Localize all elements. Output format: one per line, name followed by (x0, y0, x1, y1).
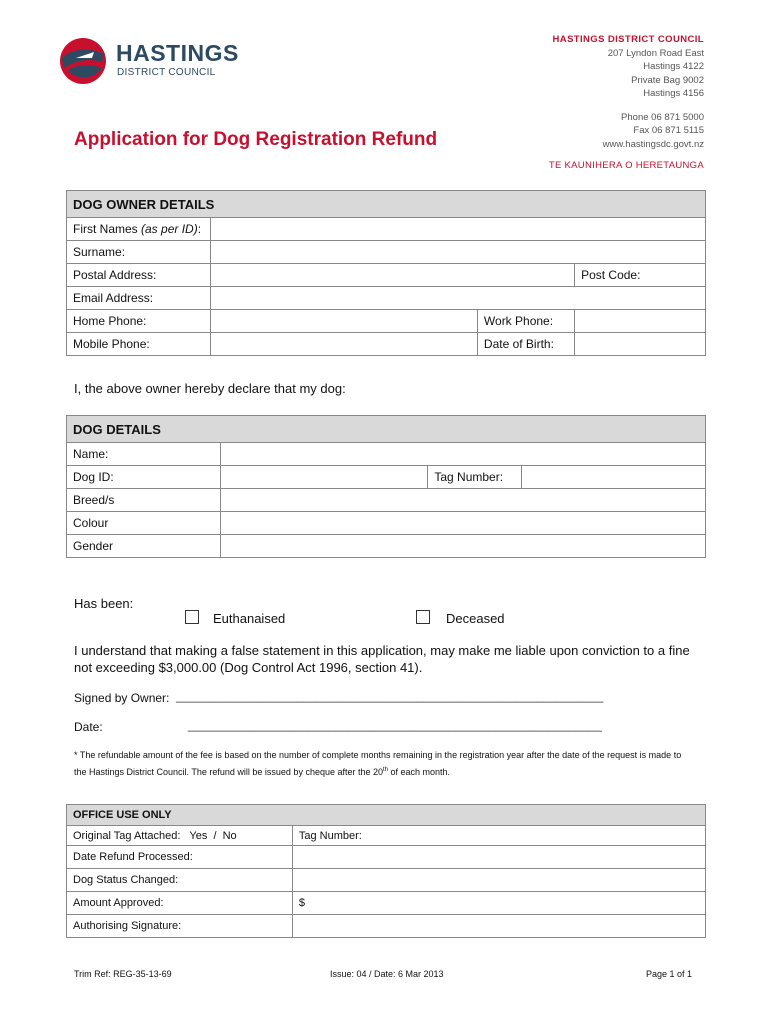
address-line-city: Hastings 4122 (643, 61, 704, 72)
address-line-council: HASTINGS DISTRICT COUNCIL (552, 34, 704, 45)
work-phone-label: Work Phone: (477, 310, 574, 333)
postal-field[interactable] (210, 264, 574, 287)
first-names-field[interactable] (210, 218, 705, 241)
website: www.hastingsdc.govt.nz (602, 138, 704, 150)
first-names-label: First Names (as per ID): (67, 218, 211, 241)
logo-subtitle: DISTRICT COUNCIL (117, 67, 216, 78)
dog-heading: DOG DETAILS (67, 416, 706, 443)
dog-details-table (66, 415, 706, 558)
fax: Fax 06 871 5115 (633, 125, 704, 136)
address-line-postal: Hastings 4156 (643, 88, 704, 99)
tag-number-field[interactable] (522, 466, 706, 489)
address-line-bag: Private Bag 9002 (631, 74, 704, 86)
office-use-table (66, 804, 706, 938)
mobile-phone-field[interactable] (210, 333, 477, 356)
home-phone-field[interactable] (210, 310, 477, 333)
auth-signature-field[interactable] (292, 915, 705, 938)
deceased-checkbox[interactable] (416, 610, 430, 624)
postal-label: Postal Address: (67, 264, 211, 287)
date-refund-field[interactable] (292, 846, 705, 869)
address-line-street: 207 Lyndon Road East (607, 47, 704, 59)
auth-signature-label: Authorising Signature: (67, 915, 293, 938)
orig-tag-field[interactable]: Original Tag Attached: Yes / No (67, 826, 293, 846)
surname-field[interactable] (210, 241, 705, 264)
owner-details-table (66, 190, 706, 356)
dog-id-label: Dog ID: (67, 466, 221, 489)
page-number: Page 1 of 1 (646, 969, 693, 979)
declaration: I, the above owner hereby declare that my dog: (74, 381, 346, 396)
logo-name: HASTINGS (116, 40, 239, 66)
dog-id-field[interactable] (220, 466, 428, 489)
euthanaised-checkbox[interactable] (185, 610, 199, 624)
date-refund-label: Date Refund Processed: (67, 846, 293, 869)
home-phone-label: Home Phone: (67, 310, 211, 333)
has-been-label: Has been: (74, 596, 134, 611)
signature-line[interactable]: ________________________________________________________________ (176, 689, 604, 703)
colour-label: Colour (67, 512, 221, 535)
deceased-label: Deceased (446, 611, 505, 626)
office-tag-number-field[interactable]: Tag Number: (292, 826, 705, 846)
surname-label: Surname: (67, 241, 211, 264)
status-changed-field[interactable] (292, 869, 705, 892)
post-code-field[interactable]: Post Code: (575, 264, 706, 287)
work-phone-field[interactable] (575, 310, 706, 333)
office-heading: OFFICE USE ONLY (67, 805, 706, 826)
status-changed-label: Dog Status Changed: (67, 869, 293, 892)
dob-field[interactable] (575, 333, 706, 356)
date-line[interactable]: ______________________________________________________________ (188, 718, 602, 732)
maori-name: TE KAUNIHERA O HERETAUNGA (548, 160, 704, 171)
euthanaised-label: Euthanaised (213, 611, 286, 626)
signed-label: Signed by Owner: (74, 691, 170, 705)
gender-field[interactable] (220, 535, 705, 558)
email-field[interactable] (210, 287, 705, 310)
colour-field[interactable] (220, 512, 705, 535)
email-label: Email Address: (67, 287, 211, 310)
amount-approved-label: Amount Approved: (67, 892, 293, 915)
footnote: * The refundable amount of the fee is based on the number of complete months remaining in the registration year after the date of the request is made to the Hastings District Council. The refund will be issued by cheque after the 20th of each month. (74, 750, 682, 777)
dog-name-label: Name: (67, 443, 221, 466)
mobile-phone-label: Mobile Phone: (67, 333, 211, 356)
dog-name-field[interactable] (220, 443, 705, 466)
false-statement-notice: I understand that making a false statement in this application, may make me liable upon conviction to a fine not exceeding $3,000.00 (Dog Control Act 1996, section 41). (74, 643, 690, 675)
page-title: Application for Dog Registration Refund (74, 129, 438, 150)
issue-date: Issue: 04 / Date: 6 Mar 2013 (330, 969, 444, 979)
tag-number-label: Tag Number: (428, 466, 522, 489)
council-address (549, 33, 704, 173)
gender-label: Gender (67, 535, 221, 558)
breed-label: Breed/s (67, 489, 221, 512)
date-label: Date: (74, 720, 103, 734)
breed-field[interactable] (220, 489, 705, 512)
first-names-note: (as per ID) (141, 222, 198, 236)
amount-approved-field[interactable]: $ (292, 892, 705, 915)
phone: Phone 06 871 5000 (621, 111, 704, 123)
council-logo-icon (58, 36, 112, 86)
trim-ref: Trim Ref: REG-35-13-69 (74, 969, 172, 979)
owner-heading: DOG OWNER DETAILS (67, 191, 706, 218)
dob-label: Date of Birth: (477, 333, 574, 356)
